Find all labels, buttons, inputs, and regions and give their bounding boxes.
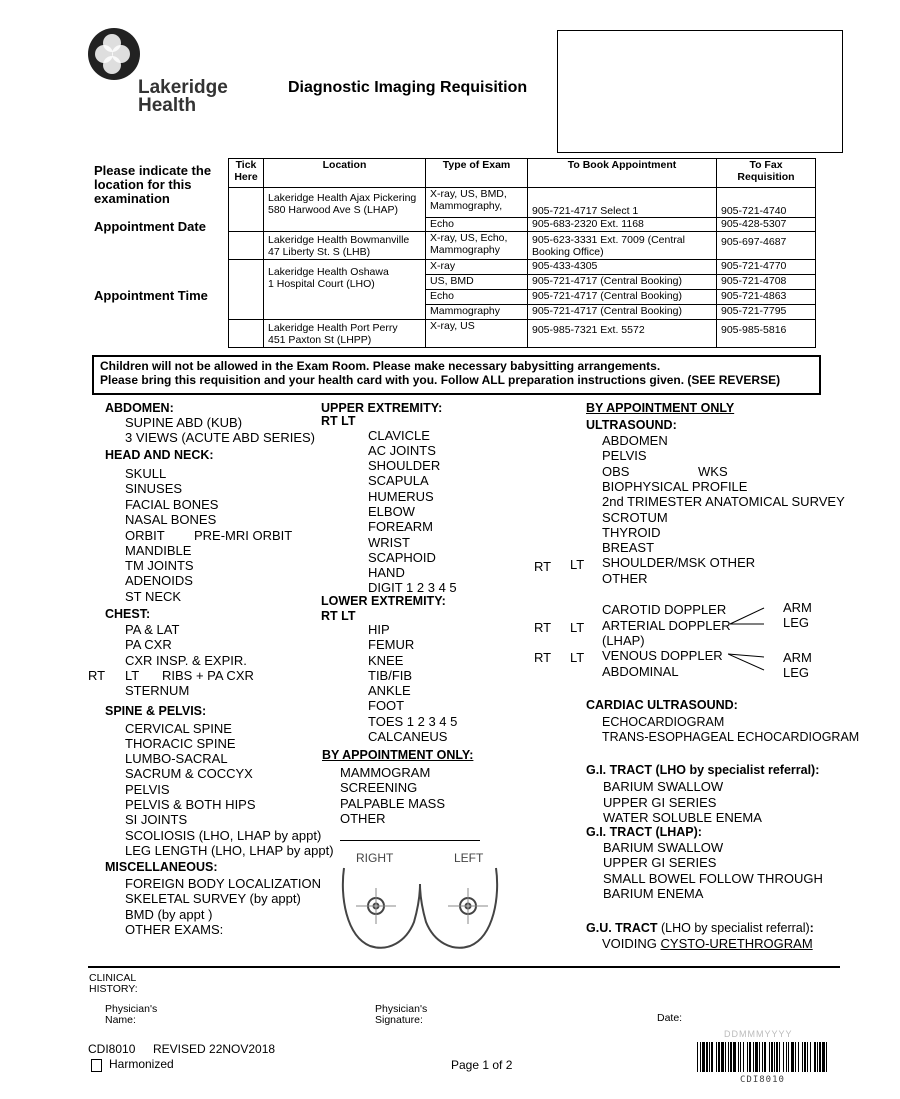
tick-box-lho[interactable] [229, 260, 264, 320]
rt-label[interactable]: RT [534, 650, 552, 665]
exam-item[interactable]: SINUSES [125, 481, 183, 496]
exam-item[interactable]: BIOPHYSICAL PROFILE [602, 479, 748, 494]
type-cell: US, BMD [426, 275, 528, 290]
exam-item[interactable]: SCOLIOSIS (LHO, LHAP by appt) [125, 828, 322, 843]
gi-lho-title: G.I. TRACT (LHO by specialist referral): [586, 763, 820, 777]
breast-diagram-icon[interactable] [340, 866, 500, 956]
exam-item[interactable]: THORACIC SPINE [125, 736, 236, 751]
type-cell: X-ray, US [426, 320, 528, 348]
form-title: Diagnostic Imaging Requisition [288, 79, 528, 96]
exam-item[interactable]: SKULL [125, 466, 167, 481]
exam-item[interactable]: SCAPHOID [368, 550, 436, 565]
header-book: To Book Appointment [528, 159, 717, 188]
appointment-date-label: Appointment Date [94, 219, 206, 234]
book-cell: 905-721-4717 (Central Booking) [528, 305, 717, 320]
exam-item[interactable]: SI JOINTS [125, 812, 188, 827]
site-lhpp: Lakeridge Health Port Perry 451 Paxton St (LHPP) [264, 320, 426, 348]
divider [88, 966, 840, 968]
fax-cell: 905-721-4708 [717, 275, 816, 290]
form-code: CDI8010 [88, 1042, 136, 1056]
location-label-2: location for this [94, 177, 192, 192]
exam-item[interactable]: 2nd TRIMESTER ANATOMICAL SURVEY [602, 494, 845, 509]
exam-item[interactable]: OTHER EXAMS: [125, 922, 224, 937]
exam-item[interactable]: OBS [602, 464, 630, 479]
exam-item[interactable]: HUMERUS [368, 489, 434, 504]
exam-item[interactable]: FEMUR [368, 637, 415, 652]
doppler-branch-lines [728, 600, 784, 672]
exam-item[interactable]: SCAPULA [368, 473, 429, 488]
exam-item[interactable]: UPPER GI SERIES [603, 855, 717, 870]
fax-cell: 905-721-4863 [717, 290, 816, 305]
exam-item[interactable]: ECHOCARDIOGRAM [602, 715, 725, 729]
exam-item[interactable]: HAND [368, 565, 405, 580]
rt-lt-label: RT LT [321, 414, 356, 428]
exam-item[interactable]: 3 VIEWS (ACUTE ABD SERIES) [125, 430, 315, 445]
exam-item[interactable]: SCROTUM [602, 510, 668, 525]
exam-item[interactable]: ELBOW [368, 504, 415, 519]
header-type: Type of Exam [426, 159, 528, 188]
location-table [228, 158, 816, 348]
gu-tract-title: G.U. TRACT (LHO by specialist referral): [586, 921, 814, 935]
lhap-note: (LHAP) [602, 633, 645, 648]
exam-item[interactable]: TRANS-ESOPHAGEAL ECHOCARDIOGRAM [602, 730, 860, 744]
exam-item[interactable]: PELVIS [125, 782, 170, 797]
barcode-icon [697, 1042, 829, 1072]
exam-item[interactable]: ADENOIDS [125, 573, 193, 588]
notice-line-2: Please bring this requisition and your health card with you. Follow ALL preparation instructions given. (SEE REVERSE) [100, 373, 781, 387]
exam-item[interactable]: LEG LENGTH (LHO, LHAP by appt) [125, 843, 334, 858]
arm-label[interactable]: ARM [783, 600, 812, 615]
book-cell: 905-623-3331 Ext. 7009 (Central Booking Office) [528, 232, 717, 260]
type-cell: X-ray [426, 260, 528, 275]
gi-lhap-title: G.I. TRACT (LHAP): [586, 825, 702, 839]
exam-item[interactable]: TOES 1 2 3 4 5 [368, 714, 458, 729]
type-cell: X-ray, US, Echo, Mammography [426, 232, 528, 260]
exam-item[interactable]: WRIST [368, 535, 410, 550]
notice-box [92, 355, 821, 395]
exam-item[interactable]: UPPER GI SERIES [603, 795, 717, 810]
book-cell: 905-683-2320 Ext. 1168 [528, 218, 717, 232]
exam-item[interactable]: PRE-MRI ORBIT [194, 528, 293, 543]
exam-item[interactable]: SUPINE ABD (KUB) [125, 415, 243, 430]
upper-extremity-title: UPPER EXTREMITY: [321, 401, 443, 415]
exam-item[interactable]: BARIUM ENEMA [603, 886, 704, 901]
abdomen-title: ABDOMEN: [105, 401, 174, 415]
breast-right-label: RIGHT [356, 851, 394, 865]
type-cell: Mammography [426, 305, 528, 320]
exam-item[interactable]: PELVIS [602, 448, 647, 463]
exam-item[interactable]: FACIAL BONES [125, 497, 219, 512]
fax-cell: 905-428-5307 [717, 218, 816, 232]
appointment-only-title: BY APPOINTMENT ONLY: [322, 748, 474, 762]
exam-item[interactable]: PA CXR [125, 637, 172, 652]
exam-item[interactable]: BMD (by appt ) [125, 907, 213, 922]
exam-item[interactable]: PELVIS & BOTH HIPS [125, 797, 256, 812]
exam-item[interactable]: ABDOMEN [602, 433, 668, 448]
exam-item[interactable]: AC JOINTS [368, 443, 436, 458]
exam-item[interactable]: CXR INSP. & EXPIR. [125, 653, 247, 668]
header-location: Location [264, 159, 426, 188]
other-line[interactable] [340, 840, 480, 841]
site-lho: Lakeridge Health Oshawa 1 Hospital Court (LHO) [264, 260, 426, 320]
book-cell: 905-721-4717 Select 1 [528, 188, 717, 218]
exam-item[interactable]: BARIUM SWALLOW [603, 779, 724, 794]
fax-cell: 905-721-4740 [717, 188, 816, 218]
exam-item[interactable]: VENOUS DOPPLER [602, 648, 723, 663]
exam-item[interactable]: MAMMOGRAM [340, 765, 431, 780]
exam-item[interactable]: PALPABLE MASS [340, 796, 446, 811]
exam-item[interactable]: ST NECK [125, 589, 182, 604]
exam-item[interactable]: PA & LAT [125, 622, 180, 637]
physician-signature-label: Physician's [375, 1003, 428, 1015]
page-number: Page 1 of 2 [451, 1058, 513, 1072]
date-label: Date: [657, 1012, 683, 1024]
exam-item[interactable]: SHOULDER [368, 458, 441, 473]
exam-item[interactable]: SCREENING [340, 780, 418, 795]
exam-item[interactable]: WATER SOLUBLE ENEMA [603, 810, 762, 825]
exam-item[interactable]: CERVICAL SPINE [125, 721, 232, 736]
lt-label[interactable]: LT [570, 620, 585, 635]
rt-lt-label: RT LT [321, 609, 356, 623]
exam-item[interactable]: SKELETAL SURVEY (by appt) [125, 891, 301, 906]
clinical-history-label: HISTORY: [89, 983, 138, 995]
exam-item[interactable]: SHOULDER/MSK OTHER [602, 555, 756, 570]
fax-cell: 905-721-4770 [717, 260, 816, 275]
leg-label[interactable]: LEG [783, 665, 810, 680]
rt-label[interactable]: RT [88, 668, 106, 683]
book-cell: 905-721-4717 (Central Booking) [528, 275, 717, 290]
logo [88, 28, 238, 118]
revised-date: REVISED 22NOV2018 [153, 1042, 276, 1056]
exam-item-voiding[interactable]: VOIDING CYSTO-URETHROGRAM [602, 936, 813, 951]
location-label-3: examination [94, 191, 170, 206]
logo-icon [88, 28, 140, 80]
lower-extremity-title: LOWER EXTREMITY: [321, 594, 446, 608]
head-neck-title: HEAD AND NECK: [105, 448, 214, 462]
breast-left-label: LEFT [454, 851, 484, 865]
date-format: DDMMMYYYY [724, 1029, 793, 1039]
physician-name-label: Physician's [105, 1003, 158, 1015]
physician-name-label: Name: [105, 1014, 136, 1026]
exam-item[interactable]: CLAVICLE [368, 428, 430, 443]
exam-item[interactable]: CALCANEUS [368, 729, 448, 744]
harmonized-icon [91, 1059, 102, 1072]
type-cell: Echo [426, 290, 528, 305]
ultrasound-title: ULTRASOUND: [586, 418, 677, 432]
spine-title: SPINE & PELVIS: [105, 704, 207, 718]
exam-item[interactable]: HIP [368, 622, 390, 637]
appointment-time-label: Appointment Time [94, 288, 208, 303]
by-appointment-title: BY APPOINTMENT ONLY [586, 401, 735, 415]
exam-item[interactable]: DIGIT 1 2 3 4 5 [368, 580, 457, 595]
book-cell: 905-433-4305 [528, 260, 717, 275]
type-cell: Echo [426, 218, 528, 232]
lt-label[interactable]: LT [125, 668, 140, 683]
exam-item[interactable]: MANDIBLE [125, 543, 192, 558]
exam-item[interactable]: NASAL BONES [125, 512, 217, 527]
exam-item[interactable]: THYROID [602, 525, 661, 540]
exam-item[interactable]: SMALL BOWEL FOLLOW THROUGH [603, 871, 823, 886]
physician-signature-label: Signature: [375, 1014, 423, 1026]
barcode-text: CDI8010 [740, 1075, 785, 1085]
type-cell: X-ray, US, BMD, Mammography, [426, 188, 528, 218]
fax-cell: 905-721-7795 [717, 305, 816, 320]
book-cell: 905-721-4717 (Central Booking) [528, 290, 717, 305]
chest-title: CHEST: [105, 607, 151, 621]
exam-item[interactable]: RIBS + PA CXR [162, 668, 254, 683]
exam-item[interactable]: FOREARM [368, 519, 433, 534]
exam-item[interactable]: LUMBO-SACRAL [125, 751, 228, 766]
rt-label[interactable]: RT [534, 620, 552, 635]
exam-item[interactable]: OTHER [340, 811, 386, 826]
book-cell: 905-985-7321 Ext. 5572 [528, 320, 717, 348]
site-lhb: Lakeridge Health Bowmanville 47 Liberty St. S (LHB) [264, 232, 426, 260]
exam-item[interactable]: TIB/FIB [368, 668, 413, 683]
fax-cell: 905-697-4687 [717, 232, 816, 260]
header-fax: To Fax Requisition [717, 159, 816, 188]
exam-item[interactable]: ORBIT [125, 528, 165, 543]
exam-item[interactable]: TM JOINTS [125, 558, 194, 573]
harmonized-label: Harmonized [109, 1057, 174, 1071]
exam-item[interactable]: ARTERIAL DOPPLER [602, 618, 731, 633]
exam-item[interactable]: ABDOMINAL [602, 664, 679, 679]
tick-box-lhap[interactable] [229, 188, 264, 232]
exam-item[interactable]: FOOT [368, 698, 405, 713]
lt-label[interactable]: LT [570, 650, 585, 665]
tick-box-lhb[interactable] [229, 232, 264, 260]
exam-item[interactable]: CAROTID DOPPLER [602, 602, 727, 617]
exam-item[interactable]: SACRUM & COCCYX [125, 766, 253, 781]
label-box [557, 30, 843, 153]
site-lhap: Lakeridge Health Ajax Pickering 580 Harwood Ave S (LHAP) [264, 188, 426, 232]
clinical-history-label: CLINICAL [89, 972, 137, 984]
wks-field[interactable]: WKS [698, 464, 728, 479]
exam-item[interactable]: BARIUM SWALLOW [603, 840, 724, 855]
notice-line-1: Children will not be allowed in the Exam Room. Please make necessary babysitting arrangements. [100, 359, 661, 373]
tick-box-lhpp[interactable] [229, 320, 264, 348]
exam-item[interactable]: FOREIGN BODY LOCALIZATION [125, 876, 321, 891]
fax-cell: 905-985-5816 [717, 320, 816, 348]
exam-item[interactable]: BREAST [602, 540, 655, 555]
lt-label[interactable]: LT [570, 557, 585, 572]
misc-title: MISCELLANEOUS: [105, 860, 218, 874]
header-tick: Tick Here [229, 159, 264, 188]
location-label-1: Please indicate the [94, 163, 212, 178]
exam-item[interactable]: OTHER [602, 571, 648, 586]
exam-item[interactable]: STERNUM [125, 683, 190, 698]
leg-label[interactable]: LEG [783, 615, 810, 630]
cardiac-ultrasound-title: CARDIAC ULTRASOUND: [586, 698, 738, 712]
arm-label[interactable]: ARM [783, 650, 812, 665]
rt-label[interactable]: RT [534, 559, 552, 574]
logo-line2: Health [138, 95, 197, 116]
logo-line1: Lakeridge [138, 77, 228, 98]
exam-item[interactable]: KNEE [368, 653, 404, 668]
exam-item[interactable]: ANKLE [368, 683, 411, 698]
